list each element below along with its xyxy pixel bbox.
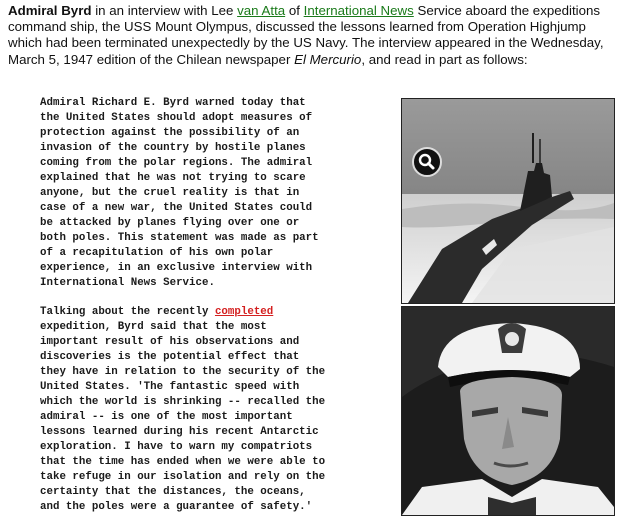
link-van-atta[interactable]: van Atta xyxy=(237,3,286,18)
intro-text-3: Service aboard the expeditions command ship, the USS Mount Olympus, discussed the lessons learned from Operation Highjump which had been terminated unexpectedly by the US Navy. The interview appeared in the Wednesday, March 5, 1947 edition of the Chilean newspaper xyxy=(8,3,604,67)
submarine-photo[interactable] xyxy=(401,98,615,304)
intro-paragraph xyxy=(8,3,614,68)
byrd-portrait-photo[interactable] xyxy=(401,306,615,516)
portrait-image xyxy=(402,307,614,515)
quote2-highlight-link[interactable]: completed xyxy=(214,306,274,318)
submarine-image xyxy=(402,99,614,303)
intro-text-1: in an interview with Lee xyxy=(91,3,238,18)
quote-paragraph-2 xyxy=(40,305,395,515)
quote2-rest: expedition, Byrd said that the most important result of his observations and discoveries is the potential effect that they have in relation to the security of the United States. 'The fantastic speed with which the world is shrinking -- recalled the admiral -- is one of the most important lessons learned during his recent Antarctic exploration. I have to warn my compatriots that the time has ended when we were able to take refuge in our isolation and rely on the certainty that the distances, the oceans, and the poles were a guarantee of safety.' xyxy=(40,321,326,513)
intro-newspaper: El Mercurio xyxy=(294,51,362,67)
quote-paragraph-1: Admiral Richard E. Byrd warned today that the United States should adopt measures of protection against the possibility of an invasion of the country by hostile planes coming from the polar regions. The admiral explained that he was not trying to scare anyone, but the cruel reality is that in case of a new war, the United States could be attacked by planes flying over one or both poles. This statement was made as part of a recapitulation of his own polar experience, in an exclusive interview with International News Service. xyxy=(40,97,319,289)
intro-text-4: , and read in part as follows: xyxy=(361,51,528,67)
link-international-news[interactable]: International News xyxy=(303,3,414,18)
magnifier-glyph xyxy=(414,149,440,175)
quote2-lead: Talking about the recently xyxy=(40,306,215,318)
zoom-magnifier-icon[interactable] xyxy=(412,147,442,177)
intro-name: Admiral Byrd xyxy=(8,3,92,18)
intro-text-2: of xyxy=(285,3,304,18)
